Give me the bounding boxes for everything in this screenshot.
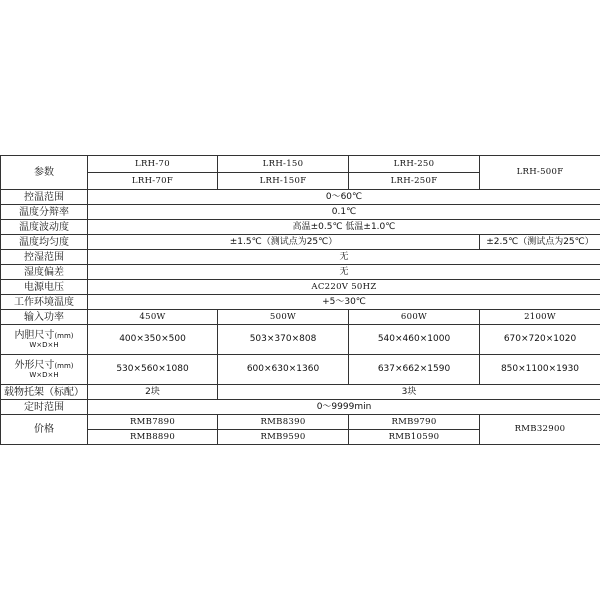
row-value: 0～60℃ <box>88 190 600 205</box>
row-value: +5～30℃ <box>88 295 600 310</box>
model-cell: LRH-150 <box>218 156 349 173</box>
row-value: 2块 <box>88 385 218 400</box>
table-row <box>1 310 600 325</box>
row-value: 503×370×808 <box>218 325 349 355</box>
row-label: 湿度偏差 <box>1 265 88 280</box>
table-row <box>1 190 600 205</box>
outer-size-unit: (mm) <box>54 361 74 370</box>
row-value: 670×720×1020 <box>480 325 600 355</box>
spec-table <box>0 155 600 445</box>
row-value: 530×560×1080 <box>88 355 218 385</box>
model-cell: LRH-70F <box>88 173 218 190</box>
row-label: 载物托架（标配） <box>1 385 88 400</box>
row-label: 电源电压 <box>1 280 88 295</box>
row-value: 高温±0.5℃ 低温±1.0℃ <box>88 220 600 235</box>
row-value: 400×350×500 <box>88 325 218 355</box>
model-cell: LRH-250 <box>349 156 480 173</box>
row-label: 控湿范围 <box>1 250 88 265</box>
table-row <box>1 415 600 430</box>
price-cell: RMB10590 <box>349 430 480 445</box>
row-label: 控温范围 <box>1 190 88 205</box>
table-row <box>1 235 600 250</box>
row-value: 无 <box>88 250 600 265</box>
param-header: 参数 <box>1 156 88 190</box>
outer-size-label: 外形尺寸 <box>14 359 55 371</box>
row-value: 无 <box>88 265 600 280</box>
table-row <box>1 250 600 265</box>
row-label: 温度波动度 <box>1 220 88 235</box>
row-value: 450W <box>88 310 218 325</box>
table-row <box>1 156 600 173</box>
row-label: 输入功率 <box>1 310 88 325</box>
row-label: 定时范围 <box>1 400 88 415</box>
table-row <box>1 280 600 295</box>
row-label: 温度分辩率 <box>1 205 88 220</box>
row-value: 2100W <box>480 310 600 325</box>
inner-size-label: 内胆尺寸 <box>14 329 55 341</box>
table-row <box>1 400 600 415</box>
row-value: 850×1100×1930 <box>480 355 600 385</box>
price-cell: RMB9590 <box>218 430 349 445</box>
row-value: 540×460×1000 <box>349 325 480 355</box>
table-row <box>1 205 600 220</box>
row-value: ±1.5℃（测试点为25℃） <box>88 235 480 250</box>
row-value: ±2.5℃（测试点为25℃） <box>480 235 600 250</box>
row-label: 温度均匀度 <box>1 235 88 250</box>
table-row <box>1 355 600 385</box>
row-label <box>1 325 88 355</box>
row-value: 3块 <box>218 385 600 400</box>
row-label <box>1 355 88 385</box>
table-row <box>1 385 600 400</box>
outer-size-dims: W×D×H <box>29 370 59 379</box>
row-value: 637×662×1590 <box>349 355 480 385</box>
price-cell: RMB9790 <box>349 415 480 430</box>
model-cell-large: LRH-500F <box>480 156 600 190</box>
inner-size-dims: W×D×H <box>29 340 59 349</box>
model-cell: LRH-70 <box>88 156 218 173</box>
table-row <box>1 220 600 235</box>
price-cell: RMB8390 <box>218 415 349 430</box>
inner-size-unit: (mm) <box>54 331 74 340</box>
price-cell: RMB8890 <box>88 430 218 445</box>
row-value: 600×630×1360 <box>218 355 349 385</box>
price-cell-large: RMB32900 <box>480 415 600 445</box>
table-row <box>1 325 600 355</box>
row-value: 500W <box>218 310 349 325</box>
table-row <box>1 295 600 310</box>
row-value: AC220V 50HZ <box>88 280 600 295</box>
price-cell: RMB7890 <box>88 415 218 430</box>
model-cell: LRH-250F <box>349 173 480 190</box>
row-value: 0.1℃ <box>88 205 600 220</box>
row-label: 工作环境温度 <box>1 295 88 310</box>
row-label: 价格 <box>1 415 88 445</box>
model-cell: LRH-150F <box>218 173 349 190</box>
row-value: 0～9999min <box>88 400 600 415</box>
row-value: 600W <box>349 310 480 325</box>
table-row <box>1 265 600 280</box>
